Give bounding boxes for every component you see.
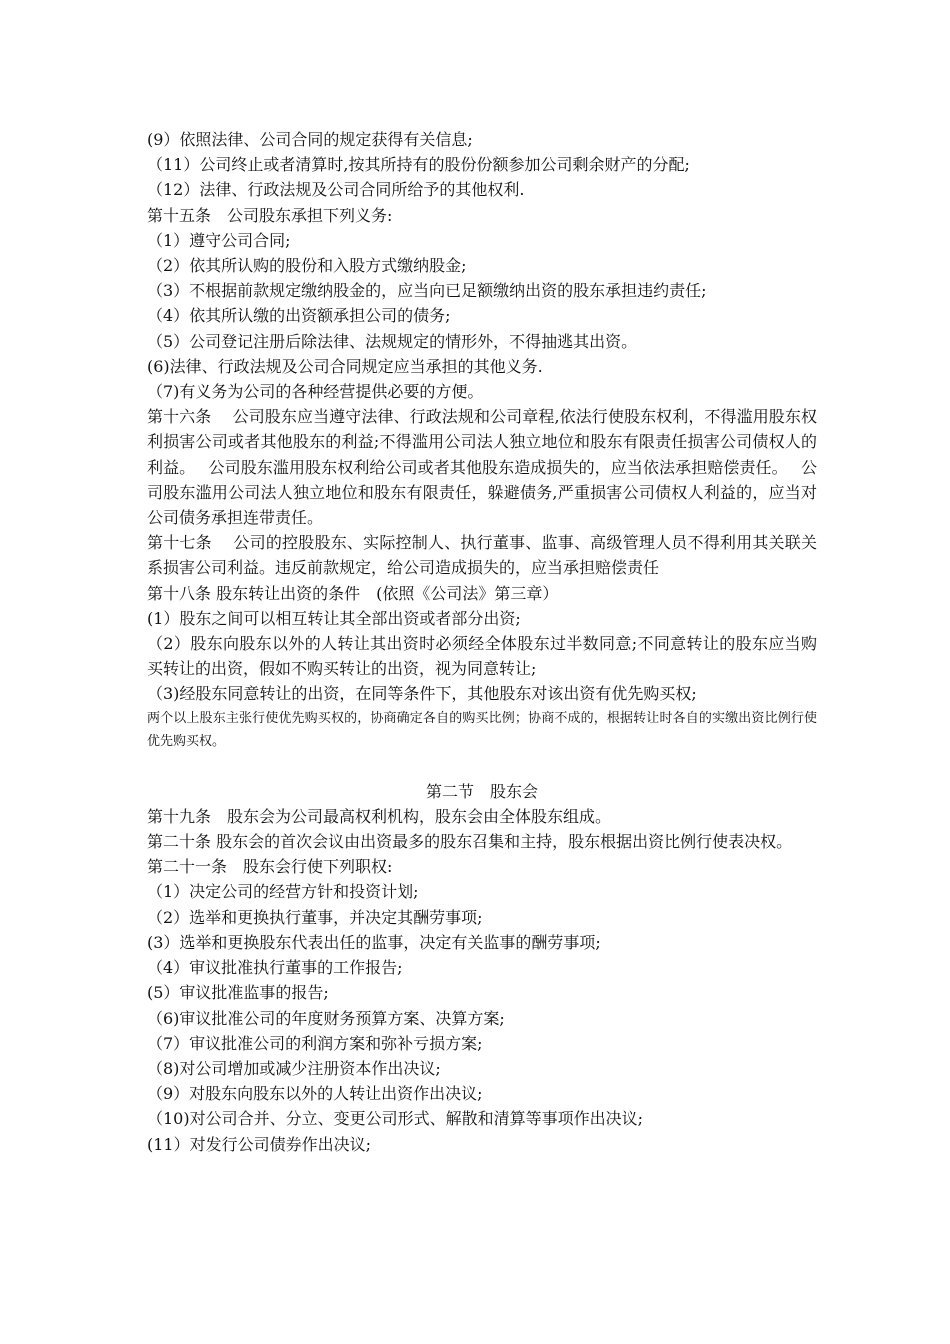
clause-12: （12）法律、行政法规及公司合同所给予的其他权利.	[147, 180, 525, 200]
duty-6: (6)法律、行政法规及公司合同规定应当承担的其他义务.	[147, 356, 543, 376]
transfer-condition-2: （2）股东向股东以外的人转让其出资时必须经全体股东过半数同意;不同意转让的股东应当购买转让的出资，假如不购买转让的出资，视为同意转让;	[147, 634, 817, 679]
article-17: 第十七条 公司的控股股东、实际控制人、执行董事、监事、高级管理人员不得利用其关联关系损害公司利益。违反前款规定，给公司造成损失的，应当承担赔偿责任	[147, 533, 817, 578]
power-5: (5）审议批准监事的报告;	[147, 983, 329, 1003]
article-16: 第十六条 公司股东应当遵守法律、行政法规和公司章程,依法行使股东权利，不得滥用股东权利损害公司或者其他股东的利益;不得滥用公司法人独立地位和股东有限责任损害公司债权人的利益。 公司股东滥用股东权利给公司或者其他股东造成损失的，应当依法承担赔偿责任。 公司股东滥用公司法人独立地位和股东有限责任，躲避债务,严重损害公司债权人利益的，应当对公司债务承担连带责任。	[147, 407, 817, 528]
power-1: （1）决定公司的经营方针和投资计划;	[147, 882, 419, 902]
clause-9: (9）依照法律、公司合同的规定获得有关信息;	[147, 130, 473, 149]
power-6: （6)审议批准公司的年度财务预算方案、决算方案;	[147, 1008, 505, 1028]
power-9: （9）对股东向股东以外的人转让出资作出决议;	[147, 1084, 483, 1104]
power-8: （8)对公司增加或减少注册资本作出决议;	[147, 1058, 441, 1078]
power-4: （4）审议批准执行董事的工作报告;	[147, 958, 403, 978]
section-title: 第二节 股东会	[425, 781, 538, 801]
article-20: 第二十条 股东会的首次会议由出资最多的股东召集和主持，股东根据出资比例行使表决权。	[147, 832, 793, 852]
article-15-heading: 第十五条 公司股东承担下列义务:	[147, 205, 393, 225]
power-2: （2）选举和更换执行董事，并决定其酬劳事项;	[147, 907, 483, 927]
duty-3: （3）不根据前款规定缴纳股金的，应当向已足额缴纳出资的股东承担违约责任;	[147, 281, 707, 301]
article-18-heading: 第十八条 股东转让出资的条件 (依照《公司法》第三章）	[147, 583, 559, 603]
duty-2: （2）依其所认购的股份和入股方式缴纳股金;	[147, 256, 467, 276]
transfer-condition-3: （3)经股东同意转让的出资，在同等条件下，其他股东对该出资有优先购买权;	[147, 684, 697, 704]
article-21-heading: 第二十一条 股东会行使下列职权:	[147, 857, 393, 877]
duty-7: （7)有义务为公司的各种经营提供必要的方便。	[147, 382, 484, 402]
transfer-condition-3-continued: 两个以上股东主张行使优先购买权的，协商确定各自的购买比例；协商不成的，根据转让时各自的实缴出资比例行使优先购买权。	[147, 710, 817, 749]
power-7: （7）审议批准公司的利润方案和弥补亏损方案;	[147, 1033, 483, 1053]
duty-1: （1）遵守公司合同;	[147, 230, 291, 250]
duty-5: （5）公司登记注册后除法律、法规规定的情形外，不得抽逃其出资。	[147, 331, 638, 351]
power-11: (11）对发行公司债券作出决议;	[147, 1134, 371, 1154]
clause-11: （11）公司终止或者清算时,按其所持有的股份份额参加公司剩余财产的分配;	[147, 155, 690, 175]
article-19: 第十九条 股东会为公司最高权利机构，股东会由全体股东组成。	[147, 806, 612, 826]
power-10: （10)对公司合并、分立、变更公司形式、解散和清算等事项作出决议;	[147, 1109, 643, 1129]
document-page	[147, 127, 817, 1157]
transfer-condition-1: (1）股东之间可以相互转让其全部出资或者部分出资;	[147, 608, 521, 628]
duty-4: （4）依其所认缴的出资额承担公司的债务;	[147, 306, 451, 326]
power-3: (3）选举和更换股东代表出任的监事，决定有关监事的酬劳事项;	[147, 932, 601, 952]
